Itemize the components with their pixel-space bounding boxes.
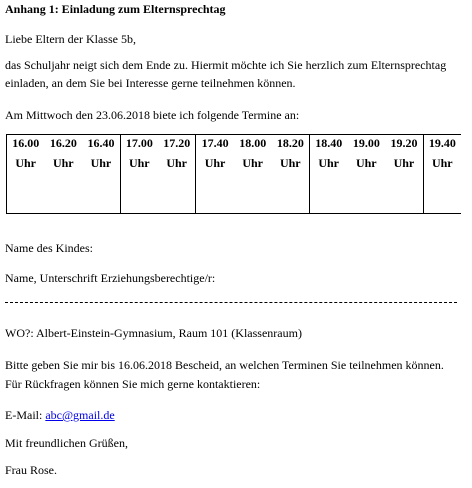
slot-time: 17.00 <box>125 136 153 150</box>
slot-time: 19.00 <box>352 136 380 150</box>
slot-cell[interactable] <box>196 135 234 214</box>
slot-time: 17.40 <box>201 136 229 150</box>
email-line <box>5 408 115 422</box>
slot-unit: Uhr <box>204 156 226 170</box>
slot-cell[interactable] <box>423 135 461 214</box>
slot-content <box>347 135 385 170</box>
intro-line-2: einladen, an dem Sie bei Interesse gerne teilnehmen können. <box>5 76 296 90</box>
slot-unit: Uhr <box>279 156 301 170</box>
location-line: WO?: Albert-Einstein-Gymnasium, Raum 101 (Klassenraum) <box>5 326 302 340</box>
slot-unit: Uhr <box>242 156 264 170</box>
slot-time: 18.00 <box>239 136 267 150</box>
slot-content <box>385 135 422 170</box>
reply-line-2: Für Rückfragen können Sie mich gerne kontaktieren: <box>5 377 261 391</box>
slot-content <box>272 135 309 170</box>
slot-cell[interactable] <box>44 135 82 214</box>
slot-content <box>424 135 461 170</box>
slot-time: 17.20 <box>163 136 191 150</box>
slot-content <box>44 135 82 170</box>
page-title: Anhang 1: Einladung zum Elternsprechtag <box>5 2 226 16</box>
slot-time: 18.40 <box>315 136 343 150</box>
slot-cell[interactable] <box>82 135 120 214</box>
email-label: E-Mail: <box>5 408 43 422</box>
slot-content <box>196 135 233 170</box>
slot-unit: Uhr <box>52 156 74 170</box>
slot-cell[interactable] <box>234 135 272 214</box>
slot-content <box>234 135 272 170</box>
slot-unit: Uhr <box>166 156 188 170</box>
intro-line-1: das Schuljahr neigt sich dem Ende zu. Hiermit möchte ich Sie herzlich zum Elternsprechtag <box>5 58 447 72</box>
slot-cell[interactable] <box>347 135 385 214</box>
signature: Frau Rose. <box>5 463 57 477</box>
slot-content <box>158 135 195 170</box>
slots-row <box>7 135 462 214</box>
slot-content <box>121 135 158 170</box>
reply-line-1: Bitte geben Sie mir bis 16.06.2018 Bescheid, an welchen Terminen Sie teilnehmen können. <box>5 358 444 372</box>
email-link[interactable]: abc@gmail.de <box>45 408 115 422</box>
slot-time: 19.20 <box>390 136 418 150</box>
slot-unit: Uhr <box>431 156 453 170</box>
slot-cell[interactable] <box>120 135 158 214</box>
date-line: Am Mittwoch den 23.06.2018 biete ich folgende Termine an: <box>5 108 300 122</box>
appointment-slots-table <box>6 134 461 214</box>
slot-unit: Uhr <box>15 156 37 170</box>
slot-unit: Uhr <box>393 156 415 170</box>
slot-time: 16.20 <box>49 136 77 150</box>
greeting: Liebe Eltern der Klasse 5b, <box>5 32 136 46</box>
slot-unit: Uhr <box>90 156 112 170</box>
slot-cell[interactable] <box>385 135 423 214</box>
slot-time: 16.40 <box>87 136 115 150</box>
slot-cell[interactable] <box>310 135 348 214</box>
slot-content <box>82 135 119 170</box>
slot-time: 18.20 <box>276 136 304 150</box>
cut-line-divider <box>5 302 457 303</box>
slot-cell[interactable] <box>7 135 45 214</box>
slot-cell[interactable] <box>272 135 310 214</box>
slot-unit: Uhr <box>355 156 377 170</box>
slot-time: 16.00 <box>12 136 40 150</box>
child-name-label: Name des Kindes: <box>5 241 93 255</box>
slot-content <box>310 135 347 170</box>
slot-cell[interactable] <box>158 135 196 214</box>
slot-unit: Uhr <box>318 156 340 170</box>
guardian-signature-label: Name, Unterschrift Erziehungsberechtige/r: <box>5 271 216 285</box>
slot-content <box>7 135 44 170</box>
slot-unit: Uhr <box>128 156 150 170</box>
slot-time: 19.40 <box>428 136 456 150</box>
closing: Mit freundlichen Grüßen, <box>5 436 128 450</box>
